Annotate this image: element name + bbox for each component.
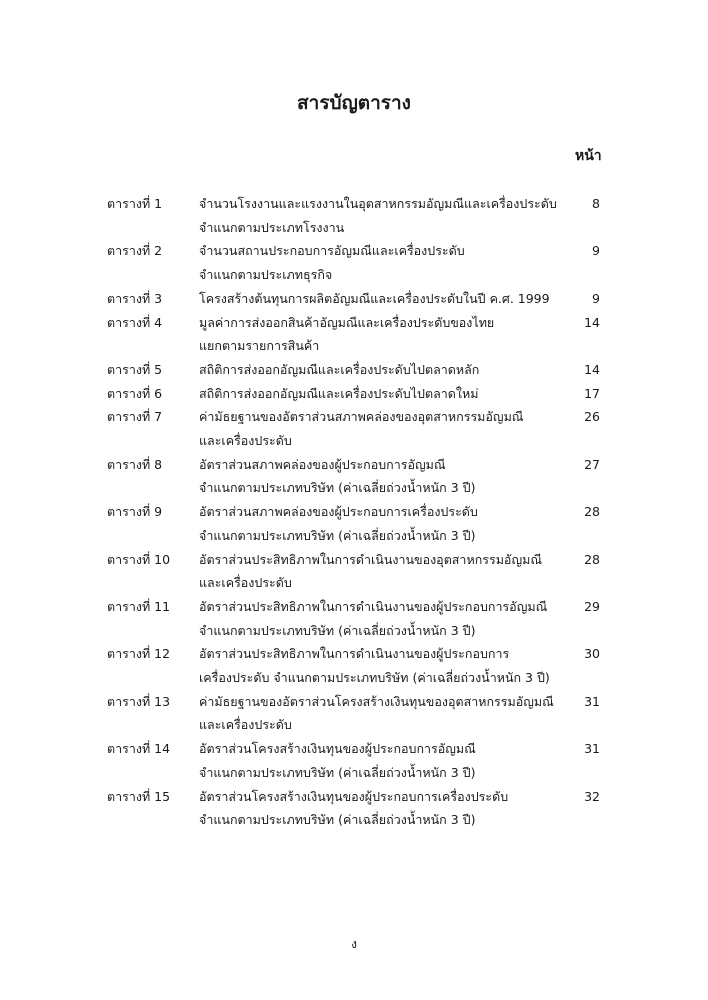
entry-page-number: 28 [584, 551, 600, 567]
entry-label: ตารางที่ 7 [107, 409, 163, 425]
entry-description [199, 453, 579, 500]
entry-line: และเครื่องประดับ [199, 433, 292, 449]
entry-line: อัตราส่วนสภาพคล่องของผู้ประกอบการอัญมณี [199, 456, 446, 472]
toc-entry [0, 239, 708, 286]
toc-entry [0, 548, 708, 595]
entry-description [199, 239, 579, 286]
entry-description [199, 785, 579, 832]
entry-label: ตารางที่ 12 [107, 646, 171, 662]
entry-line: จำแนกตามประเภทบริษัท (ค่าเฉลี่ยถ่วงน้ำหนัก 3 ปี) [199, 622, 476, 638]
entry-line: ค่ามัธยฐานของอัตราส่วนโครงสร้างเงินทุนของอุตสาหกรรมอัญมณี [199, 693, 554, 709]
entry-description [199, 690, 579, 737]
entry-line: มูลค่าการส่งออกสินค้าอัญมณีและเครื่องประดับของไทย [199, 314, 495, 330]
toc-entry [0, 737, 708, 784]
entry-description [199, 595, 579, 642]
entry-line: จำแนกตามประเภทบริษัท (ค่าเฉลี่ยถ่วงน้ำหนัก 3 ปี) [199, 480, 476, 496]
entry-label: ตารางที่ 2 [107, 243, 163, 259]
entry-label: ตารางที่ 6 [107, 385, 163, 401]
table-of-tables [0, 192, 708, 832]
entry-page-number: 9 [592, 290, 600, 306]
entry-description [199, 287, 579, 311]
entry-line: เครื่องประดับ จำแนกตามประเภทบริษัท (ค่าเฉลี่ยถ่วงน้ำหนัก 3 ปี) [199, 670, 550, 686]
entry-page-number: 27 [584, 456, 600, 472]
document-title: สารบัญตาราง [297, 92, 411, 114]
entry-line: อัตราส่วนโครงสร้างเงินทุนของผู้ประกอบการเครื่องประดับ [199, 788, 509, 804]
entry-page-number: 31 [584, 693, 600, 709]
toc-entry [0, 500, 708, 547]
entry-page-number: 14 [584, 361, 600, 377]
entry-page-number: 31 [584, 741, 600, 757]
entry-description [199, 405, 579, 452]
entry-line: อัตราส่วนประสิทธิภาพในการดำเนินงานของผู้ประกอบการ [199, 646, 510, 662]
entry-description [199, 311, 579, 358]
entry-label: ตารางที่ 11 [107, 598, 171, 614]
entry-line: และเครื่องประดับ [199, 575, 292, 591]
entry-page-number: 14 [584, 314, 600, 330]
entry-line: อัตราส่วนสภาพคล่องของผู้ประกอบการเครื่องประดับ [199, 504, 478, 520]
entry-page-number: 28 [584, 504, 600, 520]
entry-description [199, 358, 579, 382]
entry-label: ตารางที่ 1 [107, 196, 163, 211]
toc-entry [0, 287, 708, 311]
page-column-header: หน้า [575, 148, 602, 164]
toc-entry [0, 453, 708, 500]
entry-line: จำแนกตามประเภทบริษัท (ค่าเฉลี่ยถ่วงน้ำหนัก 3 ปี) [199, 812, 476, 828]
toc-entry [0, 642, 708, 689]
toc-entry [0, 192, 708, 239]
entry-description [199, 642, 579, 689]
entry-line: แยกตามรายการสินค้า [199, 338, 320, 354]
entry-line: และเครื่องประดับ [199, 717, 292, 733]
entry-label: ตารางที่ 13 [107, 693, 171, 709]
entry-description [199, 382, 579, 406]
entry-description [199, 192, 579, 239]
entry-page-number: 32 [584, 788, 600, 804]
entry-page-number: 30 [584, 646, 600, 662]
entry-description [199, 500, 579, 547]
entry-line: จำนวนสถานประกอบการอัญมณีและเครื่องประดับ [199, 243, 465, 259]
toc-entry [0, 595, 708, 642]
entry-line: สถิติการส่งออกอัญมณีและเครื่องประดับไปตลาดใหม่ [199, 385, 479, 401]
entry-page-number: 17 [584, 385, 600, 401]
toc-entry [0, 405, 708, 452]
entry-page-number: 8 [592, 196, 600, 211]
toc-entry [0, 358, 708, 382]
toc-entry [0, 382, 708, 406]
entry-page-number: 29 [584, 598, 600, 614]
entry-label: ตารางที่ 3 [107, 290, 163, 306]
entry-label: ตารางที่ 14 [107, 741, 171, 757]
entry-label: ตารางที่ 10 [107, 551, 171, 567]
entry-line: จำแนกตามประเภทบริษัท (ค่าเฉลี่ยถ่วงน้ำหนัก 3 ปี) [199, 764, 476, 780]
entry-line: อัตราส่วนประสิทธิภาพในการดำเนินงานของผู้ประกอบการอัญมณี [199, 598, 548, 614]
entry-line: จำแนกตามประเภทธุรกิจ [199, 267, 333, 283]
entry-description [199, 548, 579, 595]
toc-entry [0, 690, 708, 737]
entry-line: อัตราส่วนโครงสร้างเงินทุนของผู้ประกอบการอัญมณี [199, 741, 476, 757]
entry-line: อัตราส่วนประสิทธิภาพในการดำเนินงานของอุตสาหกรรมอัญมณี [199, 551, 542, 567]
entry-line: จำแนกตามประเภทโรงงาน [199, 219, 345, 235]
toc-entry [0, 785, 708, 832]
toc-entry [0, 311, 708, 358]
entry-page-number: 26 [584, 409, 600, 425]
entry-label: ตารางที่ 9 [107, 504, 163, 520]
entry-page-number: 9 [592, 243, 600, 259]
entry-line: ค่ามัธยฐานของอัตราส่วนสภาพคล่องของอุตสาหกรรมอัญมณี [199, 409, 524, 425]
entry-line: สถิติการส่งออกอัญมณีและเครื่องประดับไปตลาดหลัก [199, 361, 480, 377]
entry-line: จำแนกตามประเภทบริษัท (ค่าเฉลี่ยถ่วงน้ำหนัก 3 ปี) [199, 527, 476, 543]
entry-label: ตารางที่ 5 [107, 361, 163, 377]
entry-line: โครงสร้างต้นทุนการผลิตอัญมณีและเครื่องประดับในปี ค.ศ. 1999 [199, 290, 550, 306]
entry-description [199, 737, 579, 784]
entry-label: ตารางที่ 8 [107, 456, 163, 472]
entry-line: จำนวนโรงงานและแรงงานในอุตสาหกรรมอัญมณีและเครื่องประดับ [199, 196, 557, 211]
entry-label: ตารางที่ 4 [107, 314, 163, 330]
page-folio: ง [351, 937, 357, 951]
entry-label: ตารางที่ 15 [107, 788, 171, 804]
